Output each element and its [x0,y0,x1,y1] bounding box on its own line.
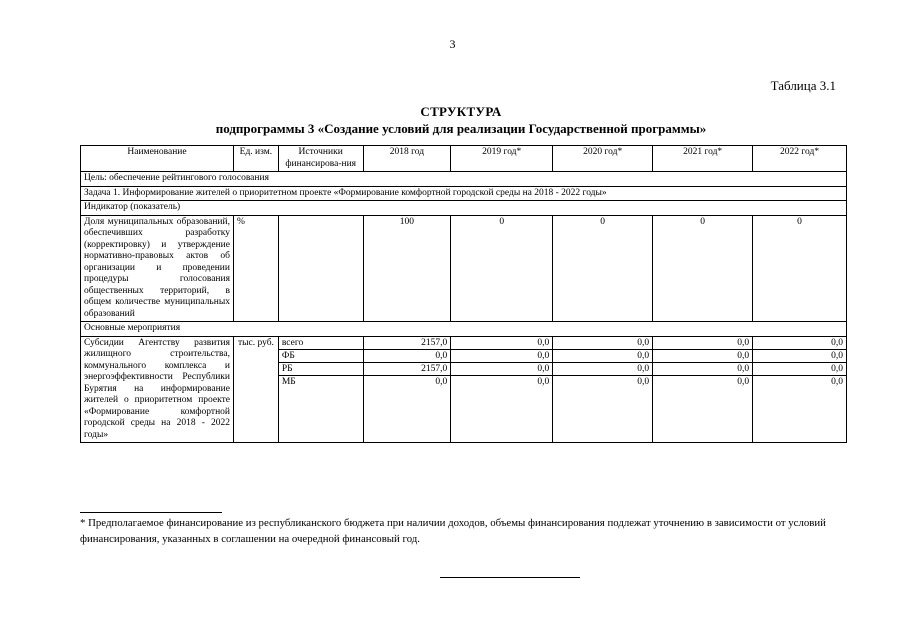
source-rb: РБ [279,363,363,376]
measure-name: Субсидии Агентству развития жилищного строительства, коммунального комплекса и энергоэффективности Республики Бурятия на информирование жителей о приоритетном проекте «Формирование комфортной городской среды на 2018 - 2022 годы» [81,336,234,443]
indicator-section-label: Индикатор (показатель) [81,201,847,216]
value-2020-total: 0,0 [553,337,652,350]
task-row [81,186,847,201]
header-2021: 2021 год* [653,146,753,172]
measure-sources [278,336,363,443]
value-2022-total: 0,0 [753,337,846,350]
bottom-separator [440,577,580,578]
header-source: Источники финансирова-ния [278,146,363,172]
measure-2019 [451,336,553,443]
value-2021-mb: 0,0 [737,376,750,387]
value-2018-mb: 0,0 [435,376,448,387]
value-2021-total: 0,0 [653,337,752,350]
task-text: Задача 1. Информирование жителей о приоритетном проекте «Формирование комфортной городской среды на 2018 - 2022 годы» [81,186,847,201]
indicator-value-2019: 0 [451,215,553,322]
document-subtitle: подпрограммы 3 «Создание условий для реализации Государственной программы» [215,121,707,136]
value-2020-mb: 0,0 [637,376,650,387]
indicator-source [278,215,363,322]
goal-row [81,172,847,187]
value-2020-rb: 0,0 [553,363,652,376]
header-unit: Ед. изм. [233,146,278,172]
footnote-separator [80,512,222,513]
value-2022-rb: 0,0 [753,363,846,376]
indicator-section-row [81,201,847,216]
measures-section-row [81,322,847,337]
value-2019-fb: 0,0 [451,350,552,363]
source-total: всего [279,337,363,350]
structure-table [80,145,847,443]
table-label: Таблица 3.1 [770,78,836,93]
goal-text: Цель: обеспечение рейтингового голосования [81,172,847,187]
header-2022: 2022 год* [753,146,847,172]
value-2018-total: 2157,0 [364,337,451,350]
indicator-value-2020: 0 [553,215,653,322]
value-2018-rb: 2157,0 [364,363,451,376]
value-2021-fb: 0,0 [653,350,752,363]
source-fb: ФБ [279,350,363,363]
measures-section-label: Основные мероприятия [81,322,847,337]
header-2019: 2019 год* [451,146,553,172]
measure-2022 [753,336,847,443]
indicator-name: Доля муниципальных образований, обеспечивших разработку (корректировку) и утверждение нормативно-правовых актов об организации и проведении процедуры голосования общественных территорий, в общем количестве муниципальных образований [81,215,234,322]
source-mb: МБ [281,376,296,387]
value-2019-rb: 0,0 [451,363,552,376]
footnote: * Предполагаемое финансирование из республиканского бюджета при наличии доходов, объемы финансирования подлежат уточнению в зависимости от условий финансирования, указанных в соглашении на очередной финансовый год. [80,517,826,545]
value-2022-fb: 0,0 [753,350,846,363]
indicator-value-2021: 0 [653,215,753,322]
indicator-unit: % [233,215,278,322]
header-name: Наименование [81,146,234,172]
measure-row [81,336,847,443]
header-2020: 2020 год* [553,146,653,172]
measure-2021 [653,336,753,443]
header-2018: 2018 год [363,146,451,172]
value-2020-fb: 0,0 [553,350,652,363]
value-2021-rb: 0,0 [653,363,752,376]
document-title: СТРУКТУРА [420,104,502,119]
measure-2020 [553,336,653,443]
indicator-value-2018: 100 [363,215,451,322]
value-2022-mb: 0,0 [831,376,843,387]
measure-unit: тыс. руб. [233,336,278,443]
page-number: 3 [449,37,456,51]
value-2019-total: 0,0 [451,337,552,350]
value-2018-fb: 0,0 [364,350,451,363]
value-2019-mb: 0,0 [537,376,550,387]
measure-2018 [363,336,451,443]
indicator-row [81,215,847,322]
table-header-row [81,146,847,172]
indicator-value-2022: 0 [753,215,847,322]
